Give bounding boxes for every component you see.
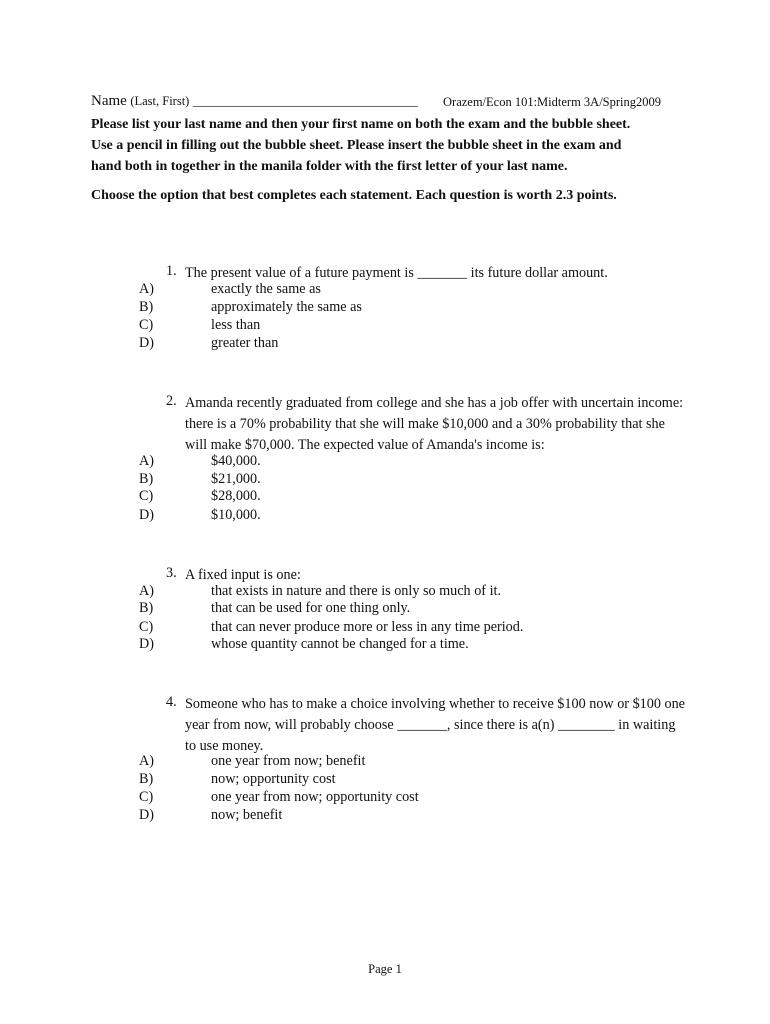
option-c bbox=[0, 789, 700, 807]
option-c bbox=[0, 488, 700, 506]
option-text: $40,000. bbox=[211, 453, 261, 469]
option-c bbox=[0, 317, 700, 335]
option-d bbox=[0, 807, 700, 825]
question-line: Amanda recently graduated from college and she has a job offer with uncertain income: bbox=[185, 395, 684, 411]
option-letter: D) bbox=[139, 507, 154, 523]
question-line: there is a 70% probability that she will make $10,000 and a 30% probability that she bbox=[185, 416, 665, 432]
question-line: year from now, will probably choose _______, since there is a(n) ________ in waiting bbox=[185, 717, 676, 733]
question-number: 4. bbox=[166, 694, 177, 710]
instruction-line: hand both in together in the manila folder with the first letter of your last name. bbox=[91, 159, 568, 174]
option-text: that can be used for one thing only. bbox=[211, 600, 411, 616]
name-hint: (Last, First) bbox=[130, 94, 190, 108]
option-text: whose quantity cannot be changed for a time. bbox=[211, 636, 469, 652]
exam-id: Orazem/Econ 101:Midterm 3A/Spring2009 bbox=[443, 95, 662, 109]
page-number: Page 1 bbox=[368, 962, 402, 976]
option-letter: C) bbox=[139, 488, 154, 504]
instruction-line: Please list your last name and then your first name on both the exam and the bubble sheet. bbox=[91, 117, 631, 132]
option-letter: A) bbox=[139, 281, 154, 297]
question-line: Someone who has to make a choice involving whether to receive $100 now or $100 one bbox=[185, 696, 685, 712]
option-text: one year from now; benefit bbox=[211, 753, 366, 769]
option-text: now; benefit bbox=[211, 807, 283, 823]
option-letter: D) bbox=[139, 636, 154, 652]
option-text: $10,000. bbox=[211, 507, 261, 523]
option-b bbox=[0, 600, 700, 618]
question-number: 1. bbox=[166, 263, 177, 279]
option-text: less than bbox=[211, 317, 261, 333]
name-header bbox=[91, 93, 691, 110]
option-letter: D) bbox=[139, 807, 154, 823]
option-d bbox=[0, 636, 700, 654]
question-line: The present value of a future payment is _______ its future dollar amount. bbox=[185, 265, 608, 281]
option-letter: A) bbox=[139, 753, 154, 769]
option-letter: B) bbox=[139, 471, 154, 487]
option-a bbox=[0, 281, 700, 299]
option-d bbox=[0, 335, 700, 353]
option-text: greater than bbox=[211, 335, 279, 351]
option-letter: A) bbox=[139, 583, 154, 599]
question-line: will make $70,000. The expected value of Amanda's income is: bbox=[185, 437, 545, 453]
directions: Choose the option that best completes each statement. Each question is worth 2.3 points. bbox=[91, 188, 617, 203]
option-b bbox=[0, 471, 700, 489]
option-b bbox=[0, 771, 700, 789]
question-line: A fixed input is one: bbox=[185, 567, 301, 583]
option-a bbox=[0, 453, 700, 471]
option-b bbox=[0, 299, 700, 317]
name-blank: ____________________________________ bbox=[192, 94, 418, 108]
option-a bbox=[0, 583, 700, 601]
option-letter: B) bbox=[139, 600, 154, 616]
option-text: that can never produce more or less in any time period. bbox=[211, 619, 524, 635]
option-text: exactly the same as bbox=[211, 281, 321, 297]
instruction-line: Use a pencil in filling out the bubble sheet. Please insert the bubble sheet in the exam and bbox=[91, 138, 622, 153]
question-stem bbox=[185, 393, 725, 456]
option-letter: B) bbox=[139, 299, 154, 315]
option-letter: B) bbox=[139, 771, 154, 787]
option-text: one year from now; opportunity cost bbox=[211, 789, 419, 805]
option-d bbox=[0, 507, 700, 525]
option-text: approximately the same as bbox=[211, 299, 362, 315]
option-text: that exists in nature and there is only so much of it. bbox=[211, 583, 501, 599]
option-letter: C) bbox=[139, 317, 154, 333]
instructions bbox=[91, 114, 691, 177]
name-label: Name bbox=[91, 93, 127, 109]
option-letter: D) bbox=[139, 335, 154, 351]
option-text: $21,000. bbox=[211, 471, 261, 487]
option-c bbox=[0, 619, 700, 637]
option-text: now; opportunity cost bbox=[211, 771, 336, 787]
question-number: 3. bbox=[166, 565, 177, 581]
question-stem bbox=[185, 694, 725, 757]
question-number: 2. bbox=[166, 393, 177, 409]
question-line: to use money. bbox=[185, 738, 264, 754]
option-letter: A) bbox=[139, 453, 154, 469]
option-text: $28,000. bbox=[211, 488, 261, 504]
option-letter: C) bbox=[139, 789, 154, 805]
option-letter: C) bbox=[139, 619, 154, 635]
option-a bbox=[0, 753, 700, 771]
